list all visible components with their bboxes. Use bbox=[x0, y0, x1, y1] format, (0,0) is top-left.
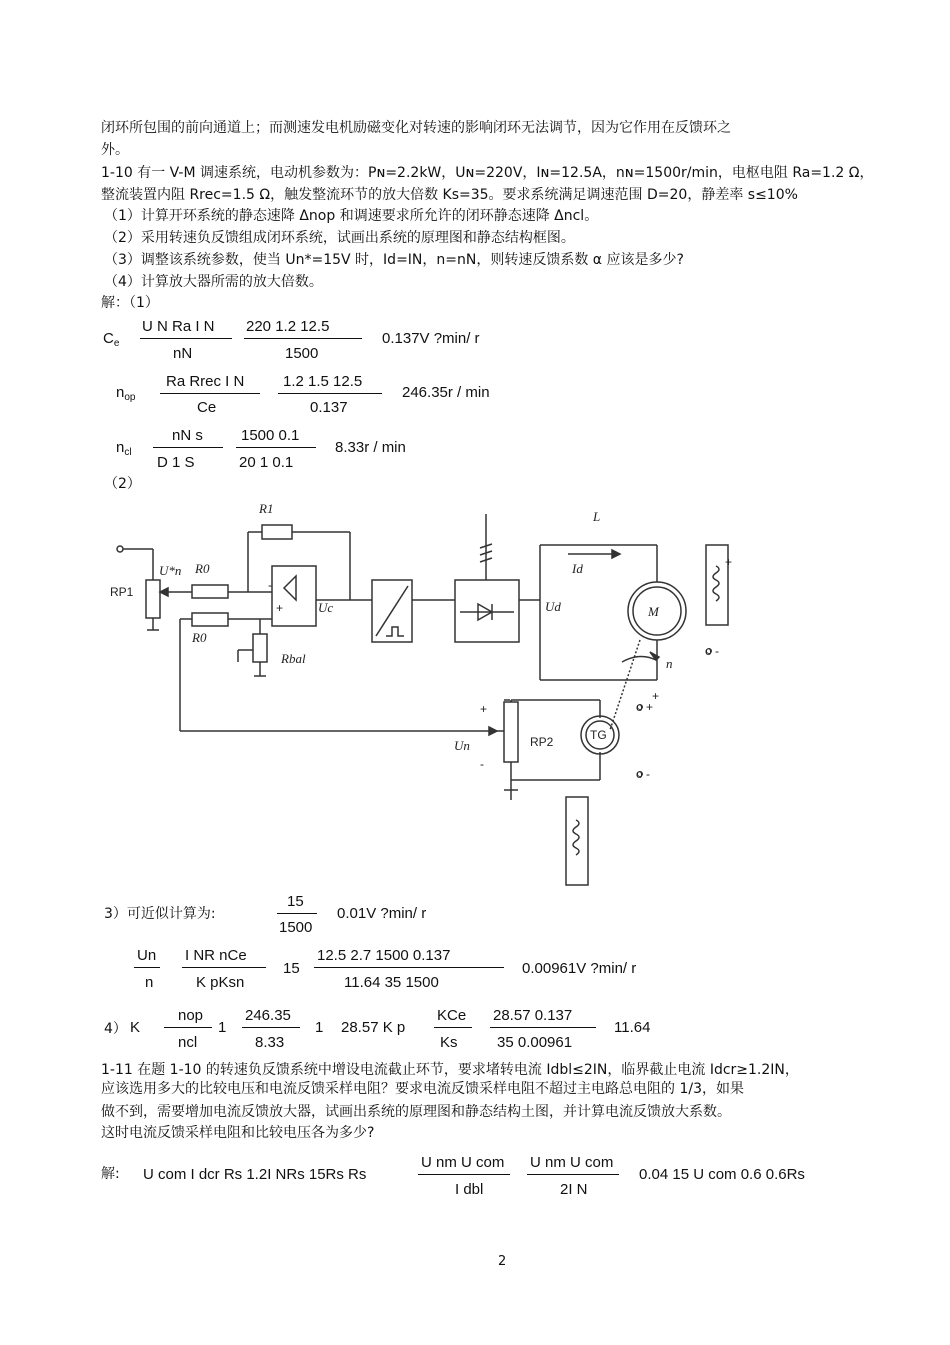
eq-k-num2: 246.35 bbox=[245, 1007, 291, 1024]
fraction-bar bbox=[418, 1174, 510, 1175]
plus-label: + bbox=[480, 702, 488, 716]
rp1-label: RP1 bbox=[110, 585, 134, 599]
plus-label: + bbox=[725, 555, 733, 569]
text-line: 做不到，需要增加电流反馈放大器，试画出系统的原理图和静态结构土图，并计算电流反馈放大系数。 bbox=[101, 1104, 731, 1120]
minus-label: - bbox=[480, 757, 484, 771]
page-number: 2 bbox=[498, 1254, 507, 1269]
terminal-minus: o - bbox=[636, 767, 651, 781]
eq-b-num2: I NR nCe bbox=[185, 947, 247, 964]
amp-plus-label: + bbox=[276, 601, 284, 615]
eq-a-den: 1500 bbox=[279, 919, 313, 936]
eq-ce-result: 0.137V ?min/ r bbox=[382, 330, 480, 347]
eq-k-den4: 35 0.00961 bbox=[497, 1034, 573, 1051]
eq-c-part-a: U com I dcr Rs 1.2I NRs 15Rs Rs bbox=[143, 1166, 367, 1183]
eq-k-result: 11.64 bbox=[614, 1019, 651, 1036]
eq-ce-den1: nN bbox=[173, 345, 193, 362]
eq-nop-num1: Ra Rrec I N bbox=[166, 373, 245, 390]
un-label: Un bbox=[454, 738, 470, 753]
fraction-bar bbox=[434, 1027, 472, 1028]
rbal-label: Rbal bbox=[281, 651, 306, 666]
eq-a-num: 15 bbox=[287, 893, 304, 910]
fraction-bar bbox=[182, 967, 266, 968]
eq-b-mid: 15 bbox=[283, 960, 300, 977]
eq-b-den3: 11.64 35 1500 bbox=[344, 974, 439, 991]
question-2: （2）采用转速负反馈组成闭环系统，试画出系统的原理图和静态结构框图。 bbox=[104, 230, 575, 246]
fraction-bar bbox=[527, 1174, 619, 1175]
problem-1-10-title: 1-10 有一 V-M 调速系统，电动机参数为：Pɴ=2.2kW，Uɴ=220V，Iɴ=12.5A，nɴ=1500r/min，电枢电阻 Ra=1.2 Ω， bbox=[101, 165, 874, 181]
eq-b-num1: Un bbox=[137, 947, 157, 964]
fraction-bar bbox=[164, 1027, 212, 1028]
rp2-label: RP2 bbox=[530, 735, 554, 749]
terminal-minus: o - bbox=[705, 644, 720, 658]
fraction-bar bbox=[277, 913, 317, 914]
text-line: 应该选用多大的比较电压和电流反馈采样电阻？要求电流反馈采样电阻不超过主电路总电阻的 1/3，如果 bbox=[101, 1081, 744, 1097]
r0-label: R0 bbox=[195, 561, 210, 576]
eq-k-num3: KCe bbox=[437, 1007, 467, 1024]
fraction-bar bbox=[153, 447, 223, 448]
eq-nop-den1: Ce bbox=[197, 399, 217, 416]
fraction-bar bbox=[134, 967, 160, 968]
question-3: （3）调整该系统参数，使当 Un*=15V 时，Id=IN，n=nN，则转速反馈系数 α 应该是多少? bbox=[104, 252, 684, 268]
eq-c-result: 0.04 15 U com 0.6 0.6Rs bbox=[639, 1166, 805, 1183]
eq-c-den1: I dbl bbox=[455, 1181, 484, 1198]
problem-1-11-title: 1-11 在题 1-10 的转速负反馈系统中增设电流截止环节，要求堵转电流 Idbl≤2IN，临界截止电流 Idcr≥1.2IN， bbox=[101, 1062, 799, 1078]
eq-nop-den2: 0.137 bbox=[310, 399, 348, 416]
eq-k-num1: nop bbox=[178, 1007, 204, 1024]
eq-k-den3: Ks bbox=[440, 1034, 458, 1051]
eq-k-mid: 28.57 K p bbox=[341, 1019, 406, 1036]
solution-label: 解: bbox=[101, 1166, 120, 1182]
plus-label: + bbox=[652, 689, 660, 703]
text-line: 这时电流反馈采样电阻和比较电压各为多少? bbox=[101, 1125, 375, 1141]
fraction-bar bbox=[242, 1027, 300, 1028]
eq-b-result: 0.00961V ?min/ r bbox=[522, 960, 637, 977]
fraction-bar bbox=[244, 338, 362, 339]
speed-label: n bbox=[666, 656, 673, 671]
id-label: Id bbox=[572, 561, 583, 576]
terminal-plus: o + bbox=[636, 700, 654, 714]
text-line: 闭环所包围的前向通道上；而测速发电机励磁变化对转速的影响闭环无法调节，因为它作用在反馈环之 bbox=[101, 120, 731, 136]
uc-label: Uc bbox=[318, 600, 334, 615]
eq-b-num3: 12.5 2.7 1500 0.137 bbox=[317, 947, 451, 964]
part-4-label: 4） bbox=[104, 1021, 127, 1037]
eq-c-den2: 2I N bbox=[560, 1181, 588, 1198]
un-star-label: U*n bbox=[159, 563, 182, 578]
eq-nop-num2: 1.2 1.5 12.5 bbox=[283, 373, 363, 390]
part-2-label: （2） bbox=[104, 476, 141, 492]
fraction-bar bbox=[236, 447, 316, 448]
eq-ce-num1: U N Ra I N bbox=[142, 318, 215, 335]
eq-ncl-num1: nN s bbox=[172, 427, 203, 444]
fraction-bar bbox=[140, 338, 232, 339]
eq-a-result: 0.01V ?min/ r bbox=[337, 905, 427, 922]
text-line: 外。 bbox=[101, 142, 129, 158]
eq-b-den2: K pKsn bbox=[196, 974, 245, 991]
eq-ce-num2: 220 1.2 12.5 bbox=[246, 318, 330, 335]
eq-ce-den2: 1500 bbox=[285, 345, 319, 362]
eq-ncl-den2: 20 1 0.1 bbox=[239, 454, 294, 471]
eq-k-one: 1 bbox=[218, 1019, 227, 1036]
eq-ncl-result: 8.33r / min bbox=[335, 439, 406, 456]
eq-ncl-den1: D 1 S bbox=[157, 454, 195, 471]
r1-label: R1 bbox=[259, 501, 274, 516]
eq-ncl-lhs: $n_{cl}$ bbox=[116, 439, 132, 458]
eq-b-den1: n bbox=[145, 974, 154, 991]
solution-label: 解：（1） bbox=[101, 295, 159, 311]
question-4: （4）计算放大器所需的放大倍数。 bbox=[104, 274, 323, 290]
eq-c-num2: U nm U com bbox=[530, 1154, 614, 1171]
fraction-bar bbox=[490, 1027, 596, 1028]
amp-minus-label: - bbox=[268, 578, 272, 592]
part-3-label: 3）可近似计算为: bbox=[104, 906, 216, 922]
eq-k-lhs: K bbox=[130, 1019, 141, 1036]
eq-k-num4: 28.57 0.137 bbox=[493, 1007, 573, 1024]
eq-nop-lhs: $n_{op}$ bbox=[116, 384, 136, 403]
fraction-bar bbox=[278, 393, 382, 394]
tg-label: TG bbox=[590, 728, 607, 742]
eq-k-den2: 8.33 bbox=[255, 1034, 285, 1051]
text-line: 整流装置内阻 Rrec=1.5 Ω，触发整流环节的放大倍数 Ks=35。要求系统满足调速范围 D=20，静差率 s≤10% bbox=[101, 187, 798, 203]
eq-k-den1: ncl bbox=[178, 1034, 198, 1051]
eq-nop-result: 246.35r / min bbox=[402, 384, 490, 401]
eq-k-one2: 1 bbox=[315, 1019, 324, 1036]
inductance-label: L bbox=[593, 509, 601, 524]
eq-ncl-num2: 1500 0.1 bbox=[241, 427, 300, 444]
fraction-bar bbox=[314, 967, 504, 968]
ud-label: Ud bbox=[545, 599, 561, 614]
eq-ce-lhs: $C_e$ bbox=[103, 330, 120, 349]
motor-label: M bbox=[648, 604, 659, 619]
r0-label: R0 bbox=[192, 630, 207, 645]
question-1: （1）计算开环系统的静态速降 Δnop 和调速要求所允许的闭环静态速降 Δncl。 bbox=[104, 208, 599, 224]
fraction-bar bbox=[160, 393, 260, 394]
eq-c-num1: U nm U com bbox=[421, 1154, 505, 1171]
